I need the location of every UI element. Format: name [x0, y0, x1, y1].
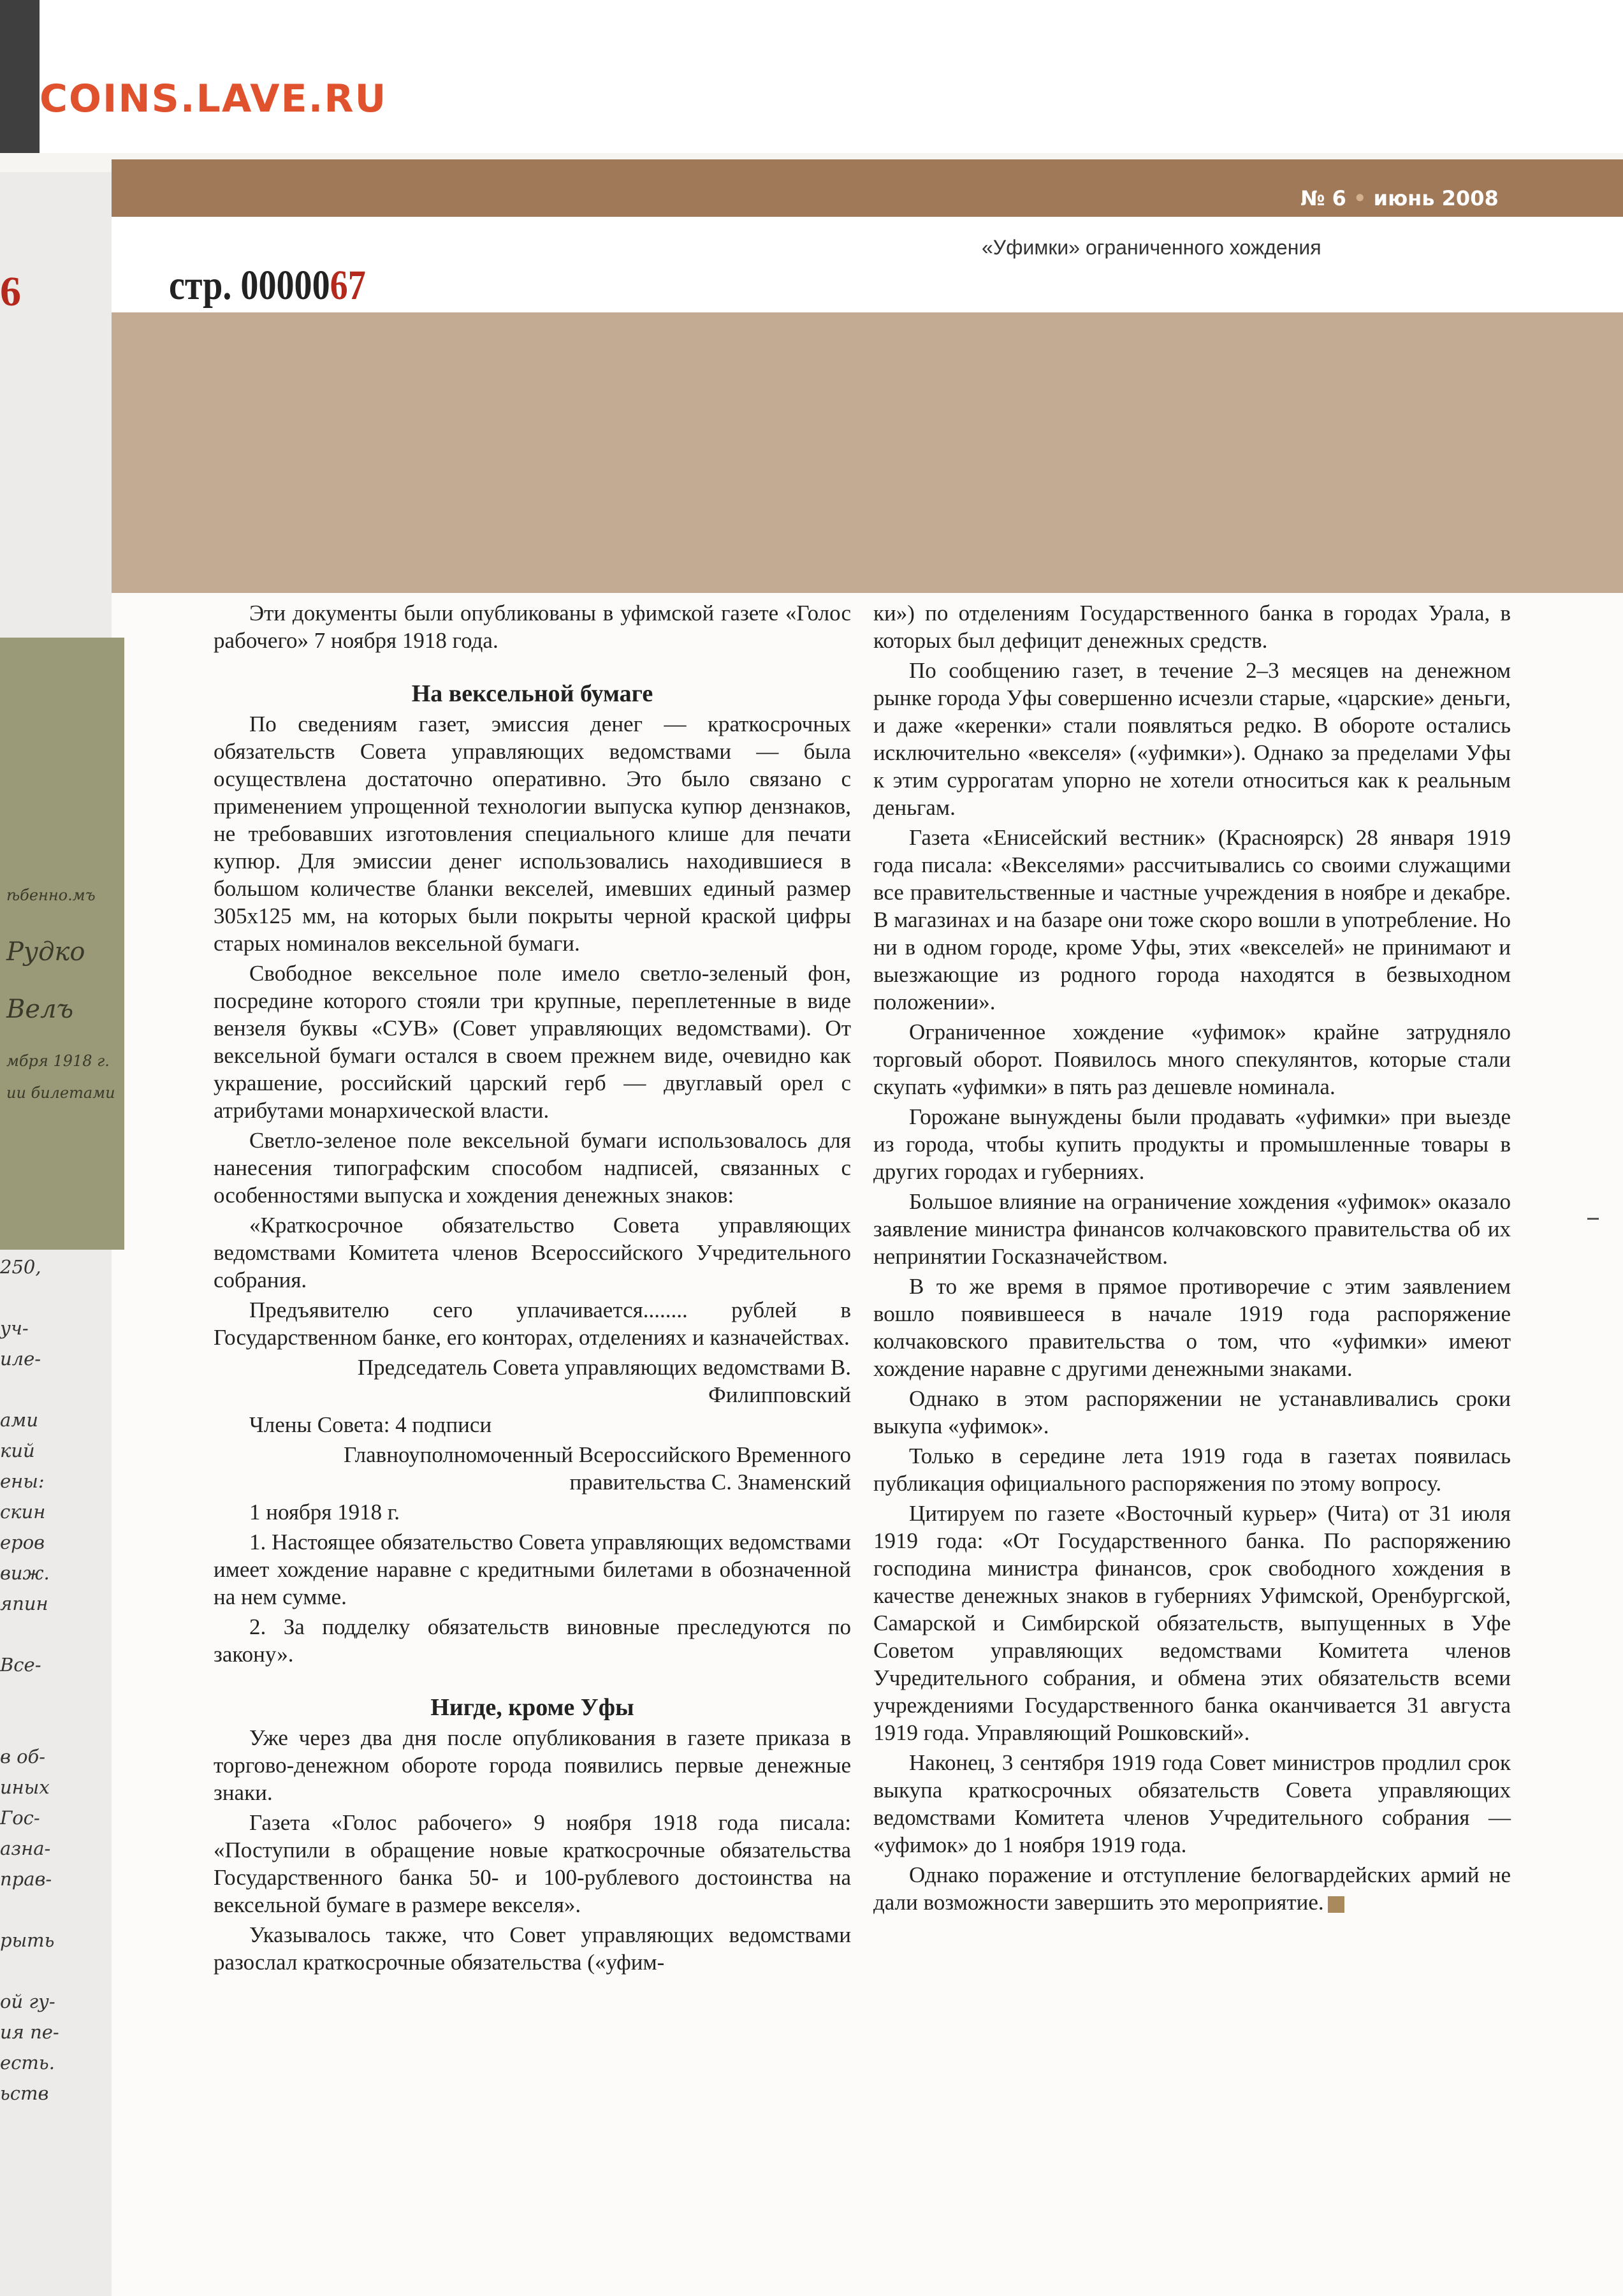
previous-page-line: иных	[0, 1776, 50, 1798]
previous-page-line: скин	[0, 1501, 46, 1523]
previous-page-line: уч-	[0, 1317, 29, 1339]
paragraph: Ограниченное хождение «уфимок» крайне затрудняло торговый оборот. Появилось много спекулянтов, которые стали скупать «уфимки» в пять раз дешевле номинала.	[873, 1020, 1511, 1099]
paragraph: 2. За подделку обязательств виновные преследуются по закону».	[214, 1614, 851, 1667]
paragraph: В то же время в прямое противоречие с этим заявлением вошло появившееся в начале 1919 года распоряжение колчаковского правительства о том, что «уфимки» имеют хождение наравне с другими денежными знаками.	[873, 1274, 1511, 1381]
bullet-separator: •	[1353, 186, 1367, 210]
previous-page-number: 6	[0, 268, 21, 315]
section-heading: На вексельной бумаге	[411, 680, 653, 707]
previous-page-line: ами	[0, 1409, 39, 1431]
margin-mark	[1587, 1218, 1599, 1220]
paragraph: Однако в этом распоряжении не устанавливались сроки выкупа «уфимок».	[873, 1386, 1511, 1438]
paragraph: Указывалось также, что Совет управляющих ведомствами разослал краткосрочные обязательства («уфим-	[214, 1922, 851, 1975]
previous-page-line: прав-	[0, 1868, 52, 1890]
previous-page-line: Все-	[0, 1654, 41, 1676]
issue-date: июнь 2008	[1373, 186, 1499, 210]
paragraph: Свободное вексельное поле имело светло-зеленый фон, посредине которого стояли три крупные, переплетенные в виде вензеля буквы «СУВ» (Совет управляющих ведомствами). От вексельной бумаги остался в своем прежнем виде, очевидно как украшение, российский царский герб — двуглавый орел с атрибутами монархической власти.	[214, 961, 851, 1123]
paragraph: По сообщению газет, в течение 2–3 месяцев на денежном рынке города Уфы совершенно исчезли старые, «царские» деньги, и даже «керенки» стали появляться редко. В обороте остались исключительно «векселя» («уфимки»). Однако за пределами Уфы к этим суррогатам упорно не хотели относиться как к реальным деньгам.	[873, 658, 1511, 820]
previous-page-line: еров	[0, 1532, 45, 1553]
paragraph: Эти документы были опубликованы в уфимской газете «Голос рабочего» 7 ноября 1918 года.	[214, 601, 851, 653]
paragraph: По сведениям газет, эмиссия денег — краткосрочных обязательств Совета управляющих ведомствами — была осуществлена достаточно оперативно. Это было связано с применением упрощенной технологии выпуска купюр дензнаков, не требовавших изготовления специального клише для печати купюр. Для эмиссии денег использовались находившиеся в большом количестве бланки векселей, имевших единый размер 305х125 мм, на которых были покрыты черной краской цифры старых номиналов вексельной бумаги.	[214, 712, 851, 956]
previous-page-line: ьств	[0, 2082, 49, 2104]
paragraph: ки») по отделениям Государственного банка в городах Урала, в которых был дефицит денежных средств.	[873, 601, 1511, 653]
previous-page-line: рыть	[0, 1929, 55, 1951]
scan-dark-edge	[0, 0, 40, 153]
previous-page-line: 250,	[0, 1256, 41, 1278]
previous-page-line: ены:	[0, 1470, 45, 1492]
paragraph: 1. Настоящее обязательство Совета управляющих ведомствами имеет хождение наравне с кредитными билетами в обозначенной на нем сумме.	[214, 1530, 851, 1609]
photo-text: ѣбенно.мъ	[6, 886, 96, 904]
paragraph: 1 ноября 1918 г.	[249, 1500, 400, 1525]
photo-text: мбря 1918 г.	[6, 1052, 110, 1070]
page-prefix: стр. 00000	[169, 262, 330, 309]
previous-page-line: есть.	[0, 2052, 55, 2073]
paragraph: Однако поражение и отступление белогвардейских армий не дали возможности завершить это мероприятие.	[873, 1862, 1511, 1915]
previous-page-line: ия пе-	[0, 2021, 59, 2043]
previous-page-line: кий	[0, 1440, 35, 1461]
article-column-left	[214, 599, 851, 1978]
previous-page-line: иле-	[0, 1348, 41, 1370]
previous-page-photo	[0, 638, 124, 1250]
previous-page-line	[0, 1685, 108, 1715]
issue-label	[1300, 186, 1499, 210]
previous-page-line: в об-	[0, 1746, 46, 1767]
paragraph: Члены Совета: 4 подписи	[249, 1412, 492, 1437]
page-number	[169, 261, 366, 310]
photo-text: Рудко	[6, 937, 85, 967]
page-number-red: 67	[330, 262, 366, 309]
paragraph: Только в середине лета 1919 года в газетах появилась публикация официального распоряжения по этому вопросу.	[873, 1444, 1511, 1496]
article-column-right	[873, 599, 1511, 1919]
paragraph: Цитируем по газете «Восточный курьер» (Чита) от 31 июля 1919 года: «От Государственного банка. По распоряжению господина министра финансов, срок свободного хождения в качестве денежных знаков в губерниях Уфимской, Оренбургской, Самарской и Симбирской обязательств, выпущенных в Уфе Советом управляющих ведомствами Комитета членов Учредительного собрания, и обмена этих обязательств всеми учреждениями Государственного банка оканчивается 31 августа 1919 года. Управляющий Рошковский».	[873, 1501, 1511, 1745]
paragraph: Газета «Голос рабочего» 9 ноября 1918 года писала: «Поступили в обращение новые краткосрочные обязательства Государственного банка 50- и 100-рублевого достоинства на вексельной бумаге в размере векселя».	[214, 1810, 851, 1917]
previous-page-line: азна-	[0, 1838, 51, 1859]
paragraph: Председатель Совета управляющих ведомствами В. Филипповский	[357, 1355, 851, 1407]
previous-page-line: Гос-	[0, 1807, 40, 1829]
section-title: «Уфимки» ограниченного хождения	[982, 236, 1321, 259]
end-of-article-mark	[1328, 1896, 1344, 1913]
paragraph: Светло-зеленое поле вексельной бумаги использовалось для нанесения типографским способом надписей, связанных с особенностями выпуска и хождения денежных знаков:	[214, 1128, 851, 1208]
previous-page-line	[0, 1899, 108, 1929]
section-heading: Нигде, кроме Уфы	[430, 1694, 634, 1721]
issue-number: № 6	[1300, 186, 1346, 210]
paragraph: «Краткосрочное обязательство Совета управляющих ведомствами Комитета членов Всероссийского Учредительного собрания.	[214, 1213, 851, 1292]
paragraph: Горожане вынуждены были продавать «уфимки» при выезде из города, чтобы купить продукты и промышленные товары в других городах и губерниях.	[873, 1104, 1511, 1184]
photo-text: ии билетами	[6, 1084, 115, 1102]
paragraph: Главноуполномоченный Всероссийского Временного правительства С. Знаменский	[344, 1442, 851, 1495]
previous-page-line	[0, 1287, 108, 1317]
photo-text: Велъ	[6, 995, 74, 1024]
previous-page-line	[0, 1715, 108, 1746]
paragraph: Наконец, 3 сентября 1919 года Совет министров продлил срок выкупа краткосрочных обязательств Совета управляющих ведомствами Комитета членов Учредительного собрания — «уфимок» до 1 ноября 1919 года.	[873, 1750, 1511, 1857]
previous-page-line: япин	[0, 1593, 48, 1614]
paragraph: Уже через два дня после опубликования в газете приказа в торгово-денежном обороте города появились первые денежные знаки.	[214, 1725, 851, 1805]
paragraph: Большое влияние на ограничение хождения «уфимок» оказало заявление министра финансов колчаковского правительства об их непринятии Госказначейством.	[873, 1189, 1511, 1269]
paragraph: Предъявителю сего уплачивается........ рублей в Государственном банке, его конторах, отделениях и казначействах.	[214, 1298, 851, 1350]
previous-page-line: виж.	[0, 1562, 50, 1584]
previous-page-line: ой гу-	[0, 1991, 55, 2012]
paragraph: Газета «Енисейский вестник» (Красноярск) 28 января 1919 года писала: «Векселями» рассчитывались со своими служащими все правительственные и частные учреждения в ноябре и декабре. В магазинах и на базаре они тоже скоро вошли в употребление. Но ни в одном городе, кроме Уфы, этих «векселей» не принимают и выезжающие из родного города находятся в безвыходном положении».	[873, 825, 1511, 1014]
previous-page-text	[0, 1256, 108, 2113]
previous-page-line	[0, 1960, 108, 1991]
previous-page-line	[0, 1378, 108, 1409]
previous-page-line	[0, 1623, 108, 1654]
photo-band	[112, 312, 1623, 593]
watermark: COINS.LAVE.RU	[40, 77, 388, 121]
